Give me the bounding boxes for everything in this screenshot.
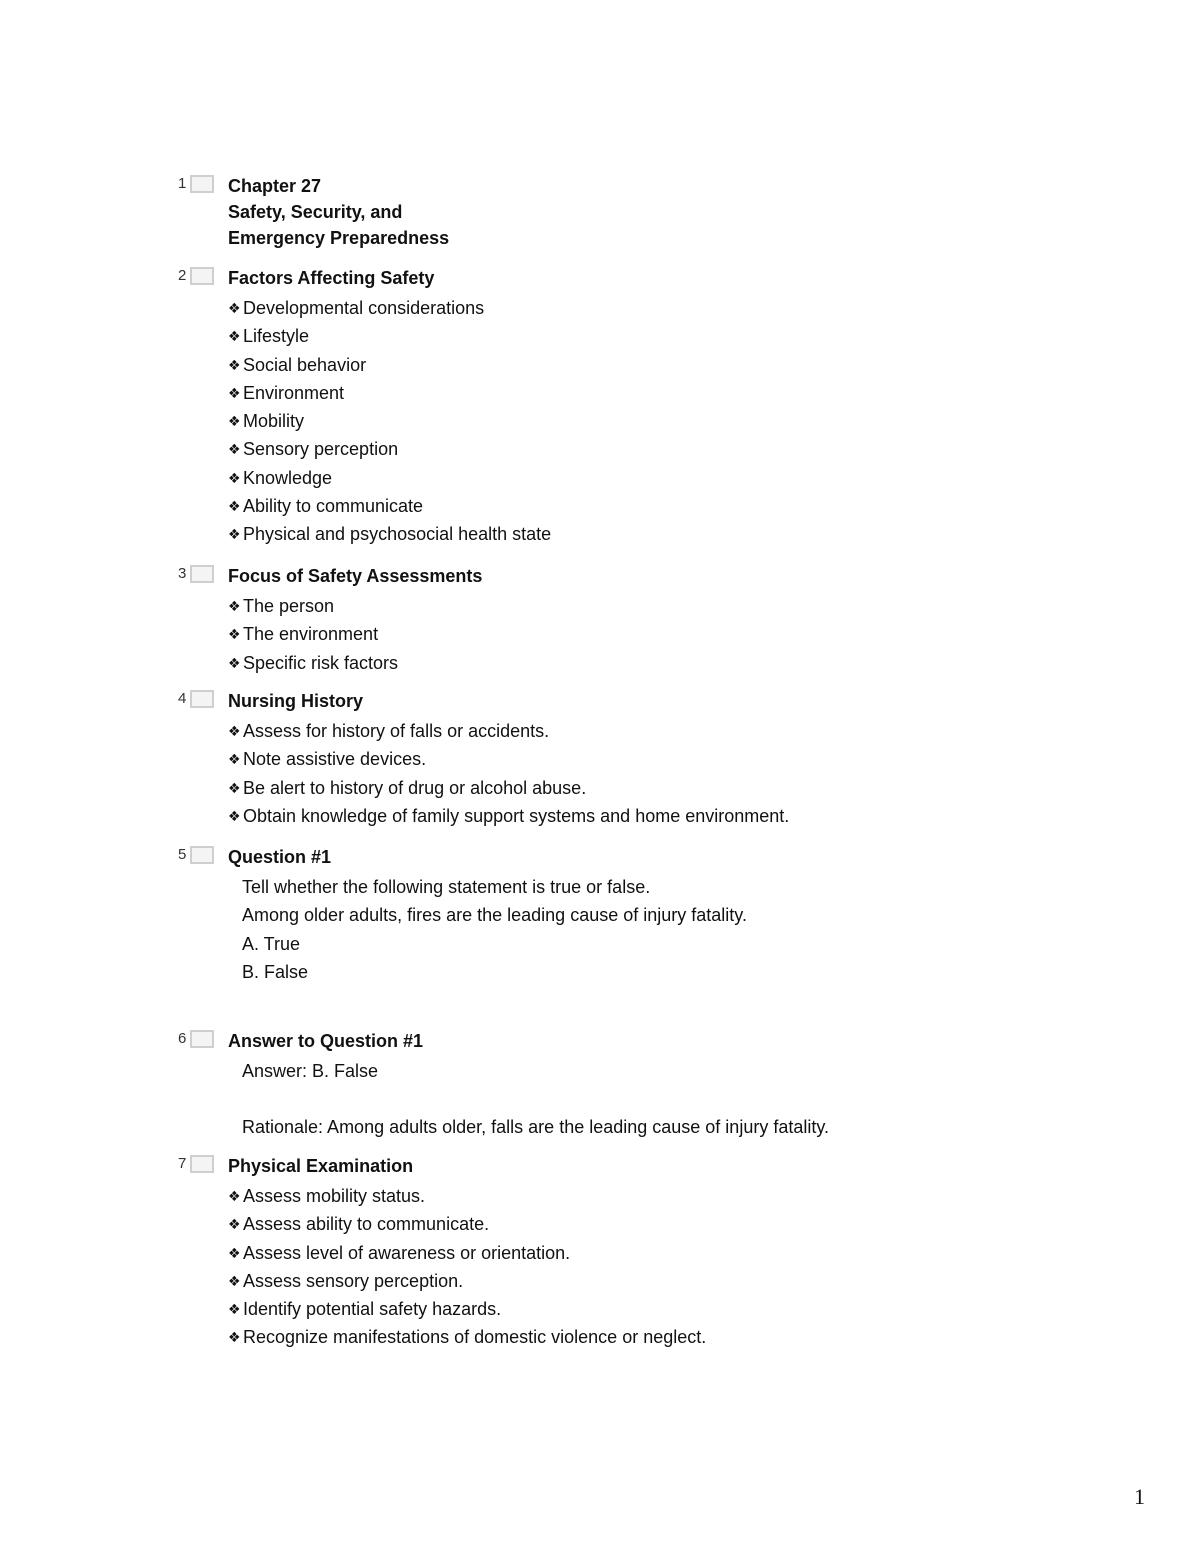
list-item-text: Identify potential safety hazards. — [243, 1299, 502, 1320]
slide-4 — [178, 688, 1078, 830]
slide-6 — [178, 1028, 1078, 1142]
question-statement: Among older adults, fires are the leading cause of injury fatality. — [242, 905, 747, 926]
list-item — [228, 649, 1078, 677]
slide-header — [178, 688, 1078, 714]
diamond-bullet-icon: ❖ — [228, 751, 241, 768]
list-item-text: The environment — [243, 624, 379, 645]
list-item — [228, 351, 1078, 379]
list-item-text: Developmental considerations — [243, 298, 485, 318]
diamond-bullet-icon: ❖ — [228, 1301, 241, 1318]
list-item — [228, 520, 1078, 548]
slide-1 — [178, 173, 1078, 248]
slide-header — [178, 265, 1078, 291]
bullet-list — [178, 592, 1078, 677]
list-item — [228, 1210, 1078, 1238]
answer-body — [178, 1057, 1078, 1142]
slide-thumbnail-icon[interactable] — [190, 565, 214, 583]
diamond-bullet-icon: ❖ — [228, 300, 241, 316]
question-body — [178, 873, 1078, 986]
list-item-text: Obtain knowledge of family support systems and home environment. — [243, 805, 790, 826]
list-item — [228, 464, 1078, 492]
list-item — [228, 407, 1078, 435]
slide-title: Question #1 — [228, 847, 332, 867]
list-item — [228, 745, 1078, 773]
list-item-text: Ability to communicate — [243, 496, 424, 517]
slide-number: 3 — [178, 565, 187, 582]
list-item-text: Physical and psychosocial health state — [243, 524, 552, 545]
list-item — [228, 717, 1078, 745]
list-item-text: Note assistive devices. — [243, 749, 427, 770]
slide-header — [178, 563, 1078, 589]
list-item-text: Assess level of awareness or orientation. — [243, 1242, 571, 1263]
list-item-text: Assess for history of falls or accidents. — [243, 721, 550, 741]
diamond-bullet-icon: ❖ — [228, 807, 241, 824]
list-item — [228, 294, 1078, 322]
slide-title: Focus of Safety Assessments — [228, 566, 483, 586]
list-item — [228, 492, 1078, 520]
diamond-bullet-icon: ❖ — [228, 1329, 241, 1346]
list-item — [228, 1295, 1078, 1323]
slide-number: 6 — [178, 1030, 187, 1047]
title-line: Emergency Preparedness — [228, 228, 450, 248]
title-line: Chapter 27 — [228, 176, 322, 196]
diamond-bullet-icon: ❖ — [228, 626, 241, 643]
list-item-text: Knowledge — [243, 467, 333, 488]
slide-thumbnail-icon[interactable] — [190, 1030, 214, 1048]
slide-number: 1 — [178, 175, 187, 192]
diamond-bullet-icon: ❖ — [228, 526, 241, 543]
list-item-text: Assess ability to communicate. — [243, 1214, 490, 1235]
diamond-bullet-icon: ❖ — [228, 1216, 241, 1233]
slide-thumbnail-icon[interactable] — [190, 1155, 214, 1173]
slide-2 — [178, 265, 1078, 549]
list-item — [228, 1323, 1078, 1351]
answer-option-b: B. False — [242, 961, 309, 982]
slide-number: 2 — [178, 267, 187, 284]
slide-header — [178, 1153, 1078, 1179]
slide-header — [178, 1028, 1078, 1054]
diamond-bullet-icon: ❖ — [228, 384, 241, 401]
slide-7 — [178, 1153, 1078, 1352]
list-item — [228, 1239, 1078, 1267]
list-item — [228, 774, 1078, 802]
slide-thumbnail-icon[interactable] — [190, 267, 214, 285]
answer-option-a: A. True — [242, 933, 301, 954]
diamond-bullet-icon: ❖ — [228, 1188, 241, 1204]
bullet-list — [178, 294, 1078, 549]
slide-thumbnail-icon[interactable] — [190, 175, 214, 193]
diamond-bullet-icon: ❖ — [228, 328, 241, 345]
list-item-text: Environment — [243, 382, 345, 403]
bullet-list — [178, 717, 1078, 830]
bullet-list — [178, 1182, 1078, 1352]
list-item — [228, 322, 1078, 350]
answer-text: Answer: B. False — [242, 1061, 379, 1081]
list-item — [228, 379, 1078, 407]
list-item-text: The person — [243, 596, 335, 616]
diamond-bullet-icon: ❖ — [228, 498, 241, 515]
diamond-bullet-icon: ❖ — [228, 598, 241, 614]
slide-title — [228, 173, 449, 251]
diamond-bullet-icon: ❖ — [228, 1244, 241, 1261]
slide-title: Factors Affecting Safety — [228, 268, 435, 288]
list-item-text: Assess mobility status. — [243, 1186, 426, 1206]
list-item-text: Recognize manifestations of domestic violence or neglect. — [243, 1327, 707, 1348]
list-item — [228, 802, 1078, 830]
diamond-bullet-icon: ❖ — [228, 723, 241, 739]
list-item — [228, 620, 1078, 648]
slide-title: Answer to Question #1 — [228, 1031, 424, 1051]
diamond-bullet-icon: ❖ — [228, 469, 241, 486]
diamond-bullet-icon: ❖ — [228, 654, 241, 671]
list-item-text: Sensory perception — [243, 439, 399, 460]
slide-number: 5 — [178, 846, 187, 863]
diamond-bullet-icon: ❖ — [228, 1272, 241, 1289]
page-number: 1 — [1134, 1484, 1145, 1509]
slide-5 — [178, 844, 1078, 986]
title-line: Safety, Security, and — [228, 202, 403, 222]
rationale-text: Rationale: Among adults older, falls are the leading cause of injury fatality. — [242, 1117, 830, 1138]
list-item — [228, 592, 1078, 620]
spacer — [242, 1085, 1078, 1113]
diamond-bullet-icon: ❖ — [228, 441, 241, 458]
list-item-text: Be alert to history of drug or alcohol abuse. — [243, 777, 587, 798]
question-instruction: Tell whether the following statement is true or false. — [242, 877, 651, 897]
diamond-bullet-icon: ❖ — [228, 779, 241, 796]
list-item-text: Mobility — [243, 411, 305, 432]
diamond-bullet-icon: ❖ — [228, 413, 241, 430]
slide-thumbnail-icon[interactable] — [190, 690, 214, 708]
list-item — [228, 1267, 1078, 1295]
slide-3 — [178, 563, 1078, 677]
slide-title: Nursing History — [228, 691, 364, 711]
list-item-text: Lifestyle — [243, 326, 310, 347]
list-item-text: Social behavior — [243, 354, 367, 375]
slide-number: 4 — [178, 690, 187, 707]
slide-thumbnail-icon[interactable] — [190, 846, 214, 864]
slide-header — [178, 173, 1078, 248]
list-item-text: Specific risk factors — [243, 652, 399, 673]
list-item — [228, 435, 1078, 463]
slide-number: 7 — [178, 1155, 187, 1172]
list-item-text: Assess sensory perception. — [243, 1270, 464, 1291]
diamond-bullet-icon: ❖ — [228, 356, 241, 373]
slide-title: Physical Examination — [228, 1156, 414, 1176]
slide-header — [178, 844, 1078, 870]
list-item — [228, 1182, 1078, 1210]
